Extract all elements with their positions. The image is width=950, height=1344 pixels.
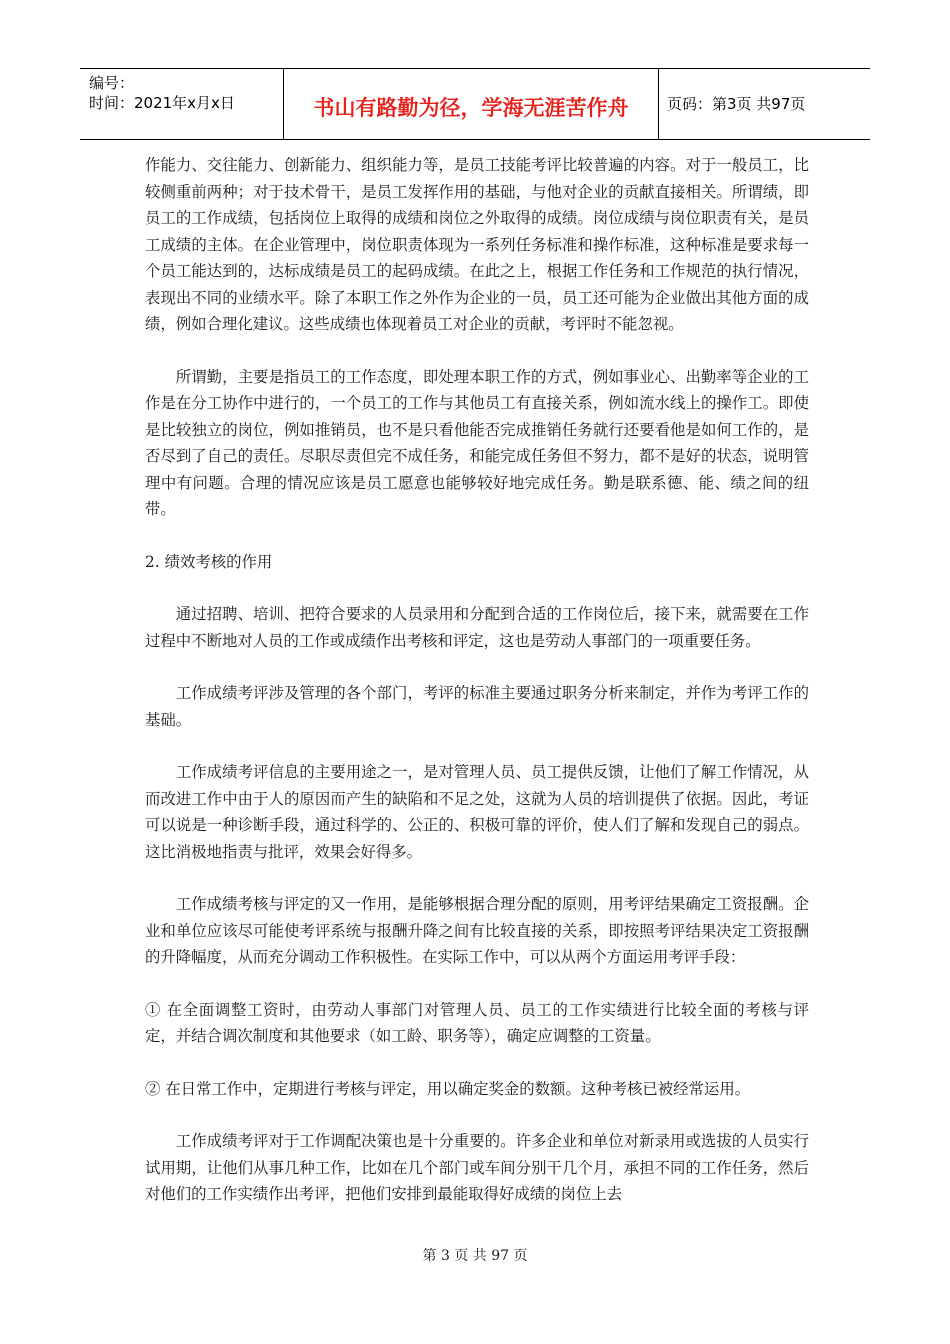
header-motto-cell xyxy=(284,69,659,139)
section-heading: 2. 绩效考核的作用 xyxy=(145,552,273,571)
paragraph-ability-performance: 作能力、交往能力、创新能力、组织能力等，是员工技能考评比较普遍的内容。对于一般员工，比较侧重前两种；对于技术骨干，是员工发挥作用的基础，与他对企业的贡献直接相关。所谓绩，即员工的工作成绩，包括岗位上取得的成绩和岗位之外取得的成绩。岗位成绩与岗位职责有关，是员工成绩的主体。在企业管理中，岗位职责体现为一系列任务标准和操作标准，这种标准是要求每一个员工能达到的，达标成绩是员工的起码成绩。在此之上，根据工作任务和工作规范的执行情况，表现出不同的业绩水平。除了本职工作之外作为企业的一员，员工还可能为企业做出其他方面的成绩，例如合理化建议。这些成绩也体现着员工对企业的贡献，考评时不能忽视。 xyxy=(145,156,809,333)
page-header xyxy=(80,68,870,140)
document-code-label: 编号： xyxy=(89,74,135,92)
paragraph-placement: 工作成绩考评对于工作调配决策也是十分重要的。许多企业和单位对新录用或选拔的人员实行试用期，让他们从事几种工作，比如在几个部门或车间分别干几个月，承担不同的工作任务，然后对他们的工作实绩作出考评，把他们安排到最能取得好成绩的岗位上去 xyxy=(145,1132,809,1203)
document-date-label: 时间：2021年x月x日 xyxy=(89,94,235,112)
paragraph-diligence: 所谓勤，主要是指员工的工作态度，即处理本职工作的方式，例如事业心、出勤率等企业的工作是在分工协作中进行的，一个员工的工作与其他员工有直接关系，例如流水线上的操作工。即使是比较独立的岗位，例如推销员，也不是只看他能否完成推销任务就行还要看他是如何工作的，是否尽到了自己的责任。尽职尽责但完不成任务，和能完成任务但不努力，都不是好的状态，说明管理中有问题。合理的情况应该是员工愿意也能够较好地完成任务。勤是联系德、能、绩之间的纽带。 xyxy=(145,367,809,518)
header-page-cell xyxy=(659,69,870,139)
document-body xyxy=(145,152,809,1208)
header-info-cell xyxy=(80,69,284,139)
page-footer: 第 3 页 共 97 页 xyxy=(422,1248,528,1264)
paragraph-compensation: 工作成绩考核与评定的又一作用，是能够根据合理分配的原则，用考评结果确定工资报酬。企业和单位应该尽可能使考评系统与报酬升降之间有比较直接的关系，即按照考评结果决定工资报酬的升降幅度，从而充分调动工作积极性。在实际工作中，可以从两个方面运用考评手段： xyxy=(145,895,809,966)
list-item-salary-adjustment: ① 在全面调整工资时，由劳动人事部门对管理人员、员工的工作实绩进行比较全面的考核与评定，并结合调次制度和其他要求（如工龄、职务等），确定应调整的工资量。 xyxy=(145,1000,809,1045)
paragraph-recruitment: 通过招聘、培训、把符合要求的人员录用和分配到合适的工作岗位后，接下来，就需要在工作过程中不断地对人员的工作或成绩作出考核和评定，这也是劳动人事部门的一项重要任务。 xyxy=(145,605,809,650)
header-page-number: 页码：第3页 共97页 xyxy=(667,95,806,113)
paragraph-feedback: 工作成绩考评信息的主要用途之一，是对管理人员、员工提供反馈，让他们了解工作情况，从而改进工作中由于人的原因而产生的缺陷和不足之处，这就为人员的培训提供了依据。因此，考证可以说是一种诊断手段，通过科学的、公正的、积极可靠的评价，使人们了解和发现自己的弱点。这比消极地指责与批评，效果会好得多。 xyxy=(145,763,809,861)
list-item-bonus: ② 在日常工作中，定期进行考核与评定，用以确定奖金的数额。这种考核已被经常运用。 xyxy=(145,1079,751,1098)
header-motto: 书山有路勤为径，学海无涯苦作舟 xyxy=(313,96,629,120)
paragraph-standards: 工作成绩考评涉及管理的各个部门，考评的标准主要通过职务分析来制定，并作为考评工作的基础。 xyxy=(145,684,809,729)
